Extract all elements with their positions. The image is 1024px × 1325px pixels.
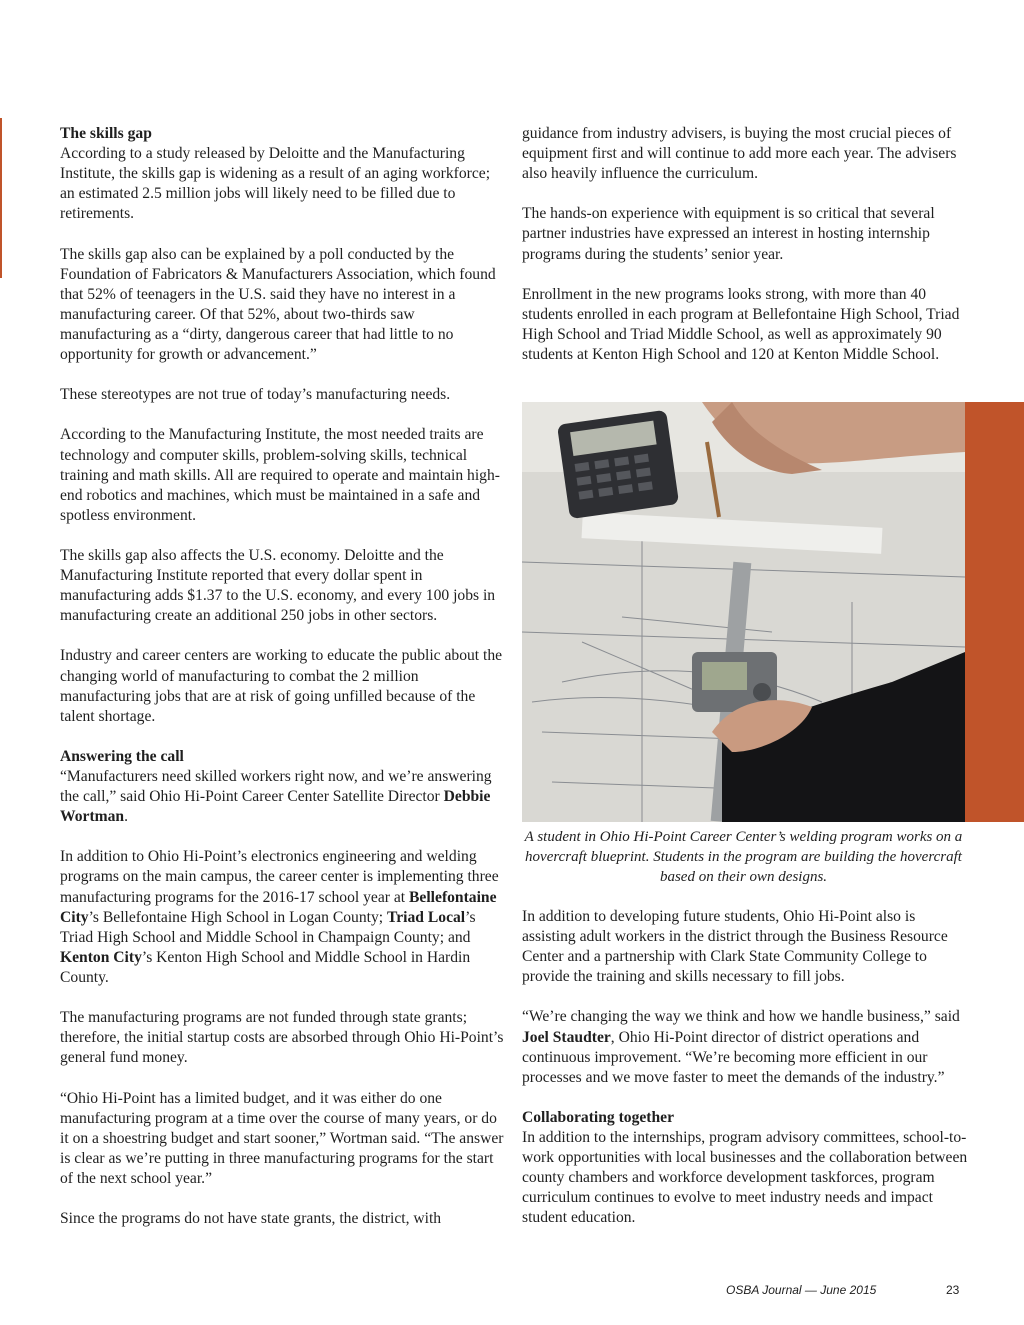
collaborating-section (522, 1108, 968, 1229)
collaborating-heading: Collaborating together (522, 1108, 675, 1126)
left-column (60, 124, 504, 1249)
answering-paragraph-2-part-c: ’s Triad High School and Middle School in Champaign County; and (60, 908, 476, 946)
district-triad: Triad Local (387, 908, 466, 926)
skills-gap-section (60, 124, 504, 224)
footer-page-number: 23 (946, 1283, 960, 1297)
answering-section (60, 747, 504, 827)
right-paragraph-6: In addition to the internships, program advisory committees, school-to-work opportunities with local businesses and the collaboration between county chambers and workforce development taskforces, program curriculum continues to evolve to meet industry needs and impact student education. (522, 1129, 968, 1227)
answering-paragraph-1-text: “Manufacturers need skilled workers right now, and we’re answering the call,” said Ohio Hi-Point Career Center Satellite Director (60, 768, 492, 806)
right-paragraph-3: Enrollment in the new programs looks strong, with more than 40 students enrolled in each program at Bellefontaine High School, Triad High School and Triad Middle School, as well as approximately 90 students at Kenton High School and 120 at Kenton Middle School. (522, 285, 960, 364)
answering-heading: Answering the call (60, 747, 184, 765)
accent-tab (965, 402, 1024, 822)
skills-gap-paragraph-6: Industry and career centers are working to educate the public about the changing world of manufacturing to combat the 2 million manufacturing jobs that are at risk of going unfilled because of the talent shortage. (60, 647, 503, 725)
accent-rule (0, 118, 2, 278)
person-name-staudter: Joel Staudter (522, 1028, 611, 1046)
answering-paragraph-4: “Ohio Hi-Point has a limited budget, and it was either do one manufacturing program at a time over the course of many years, or do it on a shoestring budget and start sooner,” Wortman said. “The answer is clear as we’re putting in three manufacturing programs for the start of the next school year.” (60, 1089, 504, 1187)
right-column-bottom (522, 907, 968, 1249)
right-paragraph-2: The hands-on experience with equipment is so critical that several partner industries have expressed an interest in hosting internship programs during the students’ senior year. (522, 205, 935, 263)
answering-paragraph-3: The manufacturing programs are not funded through state grants; therefore, the initial startup costs are absorbed through Ohio Hi-Point’s general fund money. (60, 1009, 504, 1067)
footer-journal-title: OSBA Journal — June 2015 (726, 1283, 877, 1297)
district-kenton: Kenton City (60, 948, 142, 966)
right-paragraph-5-part-b: , Ohio Hi-Point director of district operations and continuous improvement. “We’re becoming more efficient in our processes and we move faster to meet the demands of the industry.” (522, 1028, 945, 1086)
blueprint-photo (522, 402, 965, 822)
right-column-top (522, 124, 968, 385)
right-paragraph-1: guidance from industry advisers, is buying the most crucial pieces of equipment first and will continue to add more each year. The advisers also heavily influence the curriculum. (522, 125, 957, 183)
skills-gap-heading: The skills gap (60, 125, 152, 142)
skills-gap-paragraph-4: According to the Manufacturing Institute, the most needed traits are technology and computer skills, problem-solving skills, technical training and math skills. All are required to operate and maintain high-end robotics and machines, which must be maintained in a safe and spotless environment. (60, 426, 500, 524)
skills-gap-paragraph-2: The skills gap also can be explained by a poll conducted by the Foundation of Fabricators & Manufacturers Association, which found that 52% of teenagers in the U.S. said they have no interest in a manufacturing career. Of that 52%, about two-thirds saw manufacturing as a “dirty, dangerous career that had little to no opportunity for growth or advancement.” (60, 245, 496, 364)
photo-caption: A student in Ohio Hi-Point Career Center’s welding program works on a hovercraft blueprint. Students in the program are building the hovercraft based on their own designs. (524, 829, 963, 885)
right-paragraph-5-part-a: “We’re changing the way we think and how we handle business,” said (522, 1008, 960, 1026)
answering-paragraph-2-part-b: ’s Bellefontaine High School in Logan County; (88, 908, 388, 926)
right-paragraph-5 (522, 1007, 968, 1087)
answering-paragraph-5: Since the programs do not have state grants, the district, with (60, 1210, 442, 1228)
answering-paragraph-2-part-d: ’s Kenton High School and Middle School in Hardin County. (60, 948, 471, 986)
answering-paragraph-2-part-a: In addition to Ohio Hi-Point’s electronics engineering and welding programs on the main campus, the career center is implementing three manufacturing programs for the 2016-17 school year at (60, 848, 499, 906)
district-bellefontaine: Bellefontaine City (60, 888, 497, 926)
answering-paragraph-2 (60, 847, 504, 988)
skills-gap-paragraph-3: These stereotypes are not true of today’s manufacturing needs. (60, 386, 451, 404)
right-paragraph-4: In addition to developing future students, Ohio Hi-Point also is assisting adult workers in the district through the Business Resource Center and a partnership with Clark State Community College to provide the training and skills necessary to fill jobs. (522, 908, 948, 986)
answering-paragraph-1-end: . (124, 808, 129, 826)
skills-gap-paragraph-1: According to a study released by Deloitte and the Manufacturing Institute, the skills gap is widening as a result of an aging workforce; an estimated 2.5 million jobs will likely need to be filled due to retirements. (60, 145, 491, 223)
person-name-wortman: Debbie Wortman (60, 788, 491, 826)
skills-gap-paragraph-5: The skills gap also affects the U.S. economy. Deloitte and the Manufacturing Institute reported that every dollar spent in manufacturing adds $1.37 to the U.S. economy, and every 100 jobs in manufacturing create an additional 250 jobs in other sectors. (60, 546, 496, 625)
